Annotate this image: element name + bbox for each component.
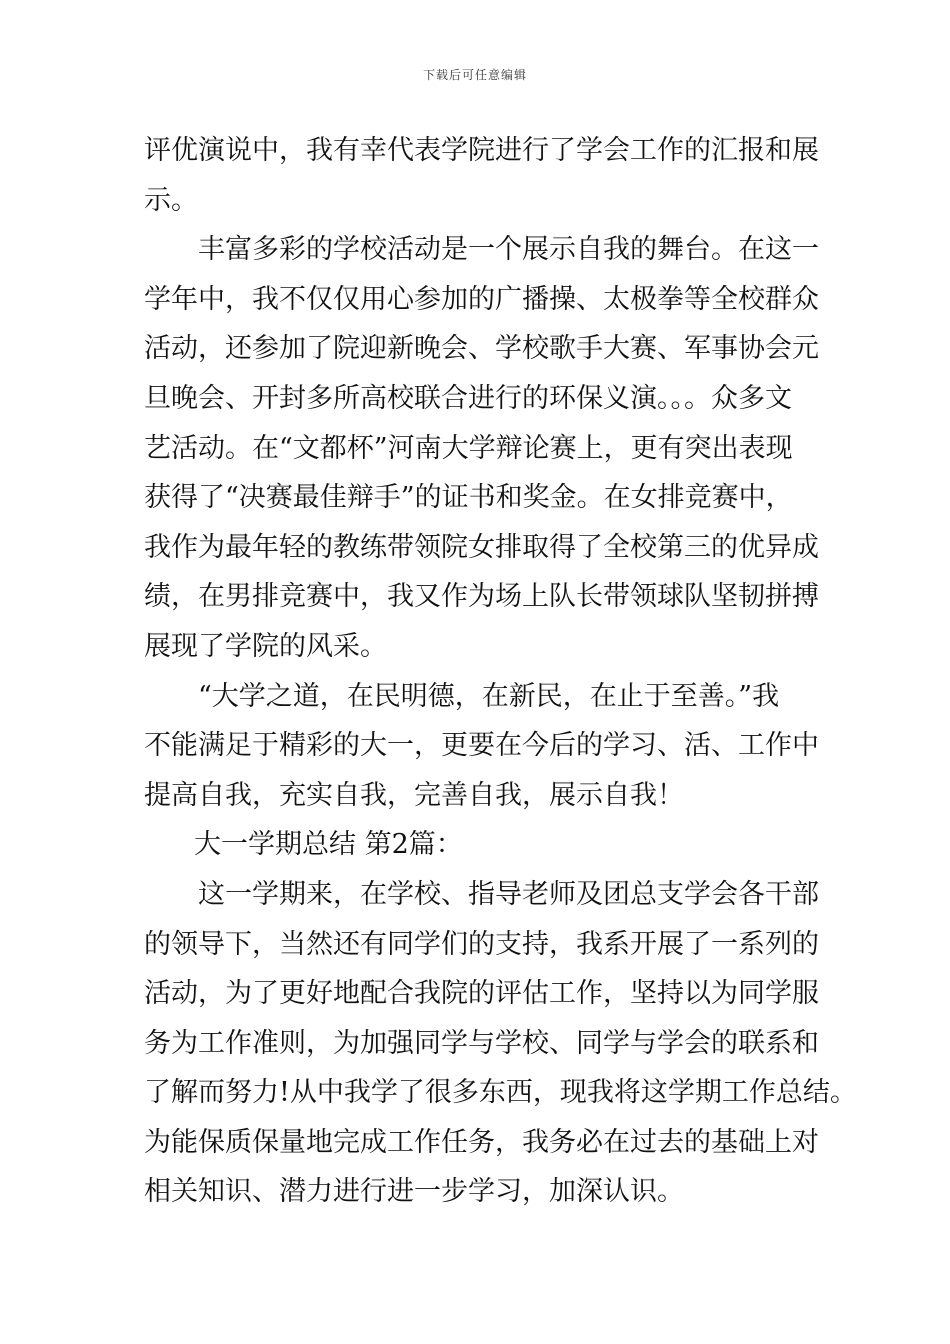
text-line: 务为工作准则，为加强同学与学校、同学与学会的联系和: [144, 1027, 819, 1059]
document-body: [144, 126, 857, 1217]
paragraph-start-line: 这一学期来，在学校、指导老师及团总支学会各干部: [198, 878, 819, 910]
text-line: 相关知识、潜力进行进一步学习，加深认识。: [144, 1176, 684, 1208]
text-line: 我作为最年轻的教练带领院女排取得了全校第三的优异成: [144, 531, 819, 563]
text-line: 为能保质保量地完成工作任务，我务必在过去的基础上对: [144, 1126, 819, 1158]
section-heading: 大一学期总结 第2篇：: [194, 829, 463, 861]
text-line: 活动，为了更好地配合我院的评估工作，坚持以为同学服: [144, 978, 819, 1010]
text-line: 的领导下，当然还有同学们的支持，我系开展了一系列的: [144, 928, 819, 960]
text-line: 不能满足于精彩的大一，更要在今后的学习、活、工作中: [144, 730, 819, 762]
text-line: 示。: [144, 184, 198, 216]
text-line: 获得了“决赛最佳辩手”的证书和奖金。在女排竞赛中，: [144, 482, 793, 514]
text-line: 旦晚会、开封多所高校联合进行的环保义演。。。众多文: [144, 382, 792, 414]
paragraph-start-line: 丰富多彩的学校活动是一个展示自我的舞台。在这一: [198, 234, 819, 266]
text-line: 学年中，我不仅仅用心参加的广播操、太极拳等全校群众: [144, 283, 819, 315]
text-line: 评优演说中，我有幸代表学院进行了学会工作的汇报和展: [144, 135, 819, 166]
text-line: 艺活动。在“文都杯”河南大学辩论赛上，更有突出表现: [144, 432, 793, 464]
text-line: 活动，还参加了院迎新晚会、学校歌手大赛、军事协会元: [144, 333, 819, 365]
header-note: 下载后可任意编辑: [422, 68, 527, 82]
text-line: 绩，在男排竞赛中，我又作为场上队长带领球队坚韧拼搏: [144, 581, 819, 613]
text-line: 了解而努力!从中我学了很多东西，现我将这学期工作总结。: [144, 1077, 857, 1109]
text-line: 提高自我，充实自我，完善自我，展示自我！: [144, 779, 684, 811]
paragraph-start-line: “大学之道，在民明德，在新民，在止于至善。”我: [198, 680, 780, 712]
text-line: 展现了学院的风采。: [144, 630, 387, 662]
